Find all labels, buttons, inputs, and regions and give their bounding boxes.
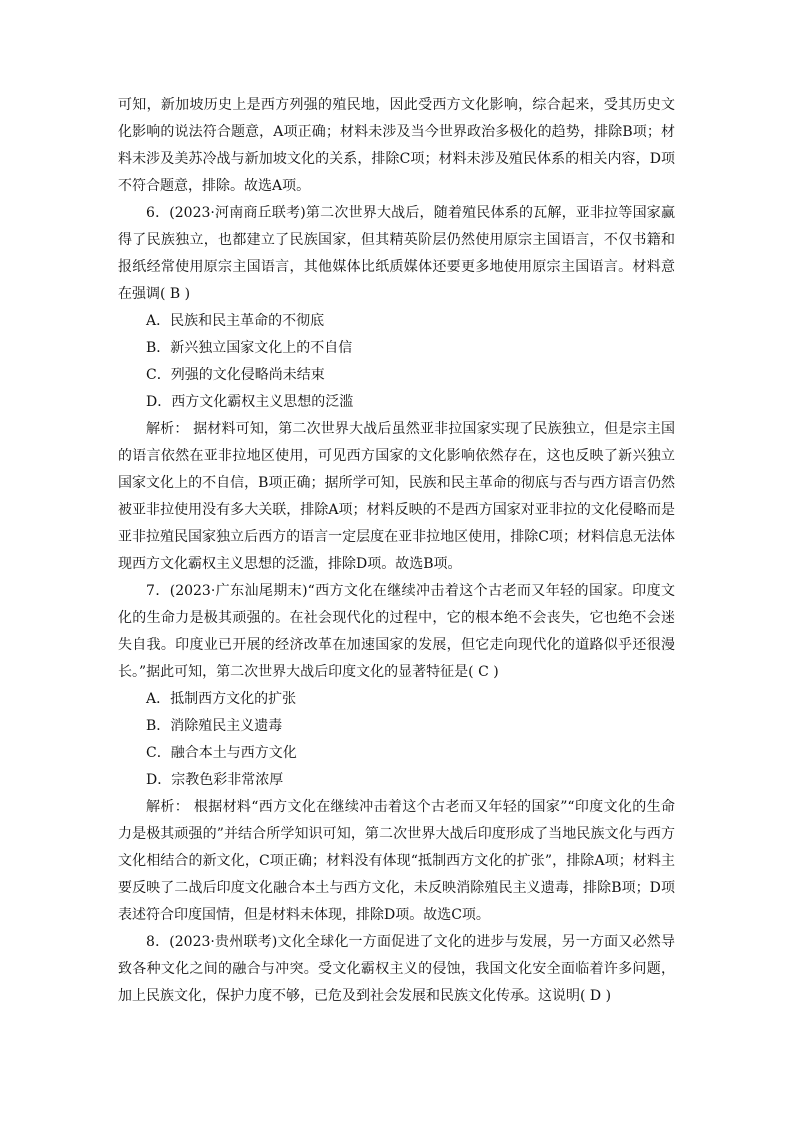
question-7-option-d: D．宗教色彩非常浓厚 [146, 772, 284, 788]
question-7-option-c: C．融合本土与西方文化 [146, 745, 297, 761]
question-6-option-b: B．新兴独立国家文化上的不自信 [146, 340, 353, 356]
question-7-option-b: B．消除殖民主义遗毒 [146, 718, 283, 734]
question-6-analysis: 解析： 据材料可知，第二次世界大战后虽然亚非拉国家实现了民族独立，但是宗主国的语言依然在亚非拉地区使用，可见西方国家的文化影响依然存在，这也反映了新兴独立国家文化上的不自信，B项正确；据所学可知，民族和民主革命的彻底与否与西方语言仍然被亚非拉使用没有多大关联，排除A项；材料反映的不是西方国家对亚非拉的文化侵略而是亚非拉殖民国家独立后西方的语言一定层度在亚非拉地区使用，排除C项；材料信息无法体现西方文化霸权主义思想的泛滥，排除D项。故选B项。 [118, 421, 675, 572]
question-6-option-a: A．民族和民主革命的不彻底 [146, 313, 325, 329]
document-page [118, 92, 675, 1010]
intro-paragraph: 可知，新加坡历史上是西方列强的殖民地，因此受西方文化影响，综合起来，受其历史文化影响的说法符合题意，A项正确；材料未涉及当今世界政治多极化的趋势，排除B项；材料未涉及美苏冷战与新加坡文化的关系，排除C项；材料未涉及殖民体系的相关内容，D项不符合题意，排除。故选A项。 [118, 97, 675, 194]
question-7-option-a: A．抵制西方文化的扩张 [146, 691, 297, 707]
question-6-option-c: C．列强的文化侵略尚未结束 [146, 367, 325, 383]
question-7-stem: 7．(2023·广东汕尾期末)“西方文化在继续冲击着这个古老而又年轻的国家。印度文化的生命力是极其顽强的。在社会现代化的过程中，它的根本绝不会丧失，它也绝不会迷失自我。印度业已开展的经济改革在加速国家的发展，但它走向现代化的道路似乎还很漫长。”据此可知，第二次世界大战后印度文化的显著特征是( C ) [118, 583, 675, 680]
question-6-option-d: D．西方文化霸权主义思想的泛滥 [146, 394, 354, 410]
question-8-stem: 8．(2023·贵州联考)文化全球化一方面促进了文化的进步与发展，另一方面又必然导致各种文化之间的融合与冲突。受文化霸权主义的侵蚀，我国文化安全面临着许多问题，加上民族文化，保护力度不够，已危及到社会发展和民族文化传承。这说明( D ) [118, 934, 675, 1004]
question-6-stem: 6．(2023·河南商丘联考)第二次世界大战后，随着殖民体系的瓦解，亚非拉等国家赢得了民族独立，也都建立了民族国家，但其精英阶层仍然使用原宗主国语言，不仅书籍和报纸经常使用原宗主国语言，其他媒体比纸质媒体还要更多地使用原宗主国语言。材料意在强调( B ) [118, 205, 675, 302]
question-7-analysis: 解析： 根据材料“西方文化在继续冲击着这个古老而又年轻的国家”“印度文化的生命力是极其顽强的”并结合所学知识可知，第二次世界大战后印度形成了当地民族文化与西方文化相结合的新文化，C项正确；材料没有体现“抵制西方文化的扩张”，排除A项；材料主要反映了二战后印度文化融合本土与西方文化，未反映消除殖民主义遗毒，排除B项；D项表述符合印度国情，但是材料未体现，排除D项。故选C项。 [118, 799, 675, 923]
